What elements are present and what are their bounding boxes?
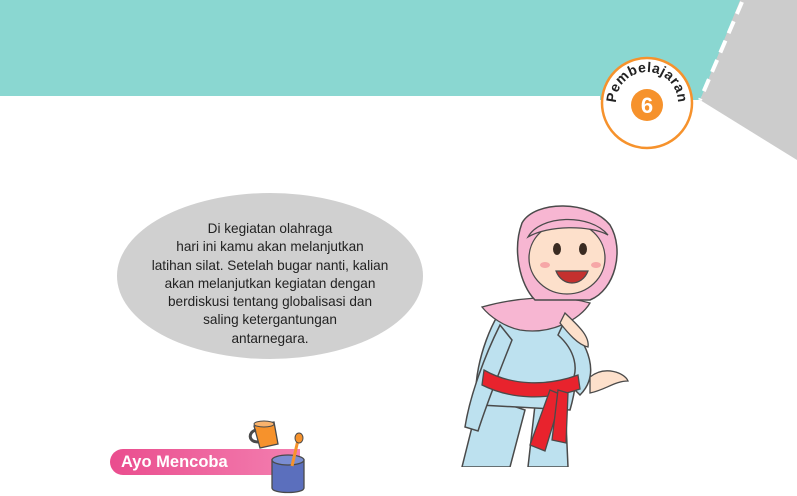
speech-line: latihan silat. Setelah bugar nanti, kalian: [151, 257, 389, 273]
cups-icon: [248, 416, 308, 494]
speech-line: saling ketergantungan: [203, 312, 337, 328]
lesson-badge: [600, 56, 694, 150]
speech-line: akan melanjutkan kegiatan dengan: [164, 275, 376, 291]
speech-line: Di kegiatan olahraga: [207, 221, 333, 236]
speech-line: hari ini kamu akan melanjutkan: [176, 239, 364, 255]
speech-bubble-text: [128, 220, 412, 348]
lesson-badge-arc-text: Pembelajaran: [602, 58, 692, 104]
speech-line: antarnegara.: [231, 330, 309, 346]
girl-hijab-silat-icon: [440, 195, 640, 467]
speech-line: berdiskusi tentang globalisasi dan: [167, 294, 373, 310]
section-label: Ayo Mencoba: [121, 453, 228, 471]
lesson-number: 6: [640, 93, 654, 118]
